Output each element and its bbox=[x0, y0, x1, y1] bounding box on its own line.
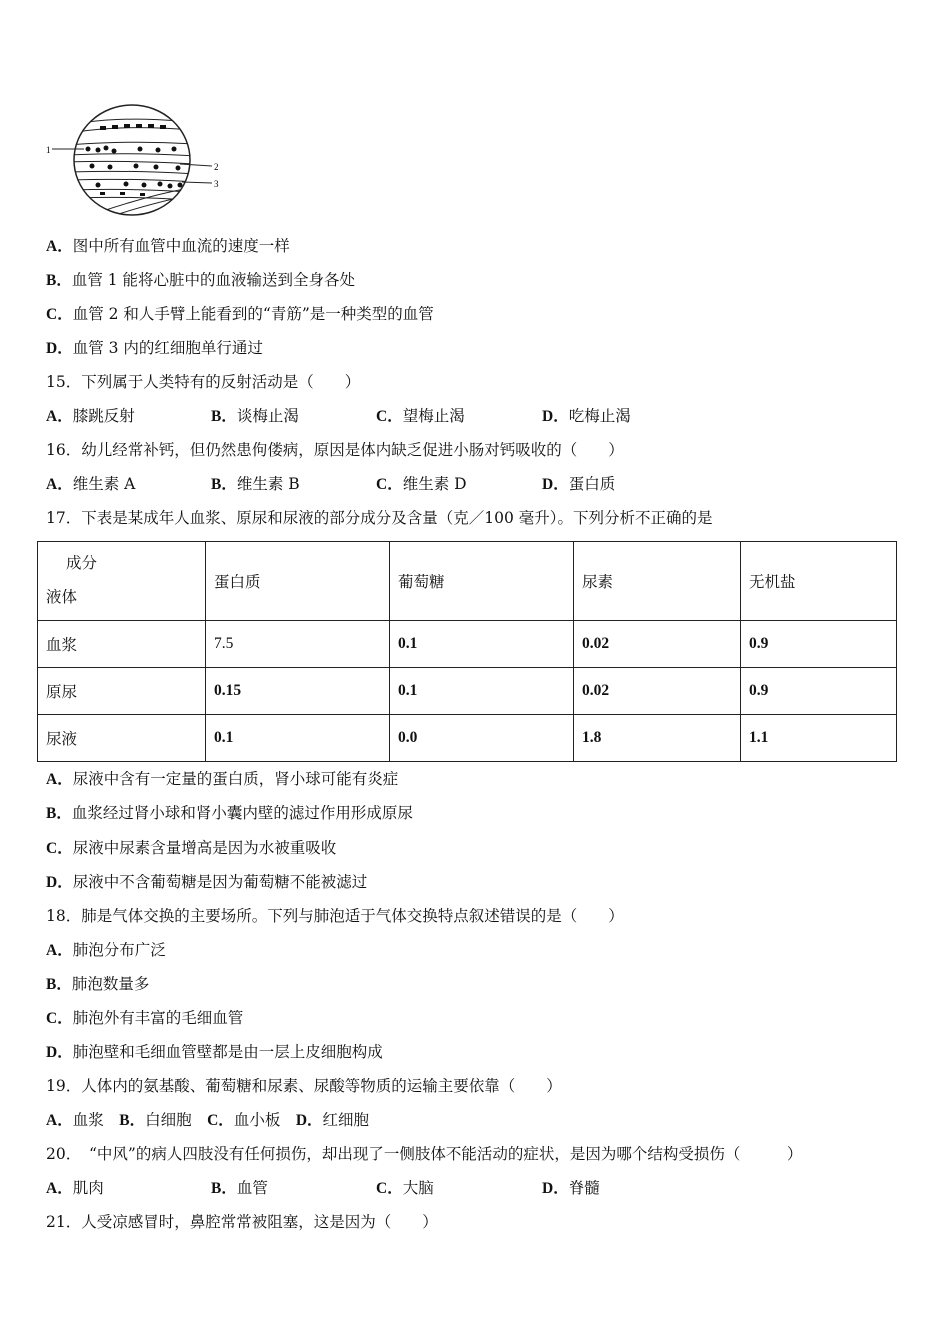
q14-option-b bbox=[46, 270, 355, 291]
row-name: 尿液 bbox=[38, 715, 206, 762]
option-text: 望梅止渴 bbox=[402, 407, 465, 425]
blood-vessel-figure bbox=[40, 100, 230, 225]
figure-label-1: 1 bbox=[46, 145, 51, 155]
q14-option-a bbox=[46, 236, 290, 257]
q18-option-a bbox=[46, 940, 166, 961]
q17-table bbox=[37, 541, 897, 762]
option-text: 尿液中含有一定量的蛋白质，肾小球可能有炎症 bbox=[72, 770, 399, 788]
option-text: 维生素 B bbox=[236, 475, 300, 493]
table-row bbox=[38, 621, 897, 668]
option-letter: B． bbox=[46, 272, 72, 289]
q20-stem: 20． “中风”的病人四肢没有任何损伤，却出现了一侧肢体不能活动的症状，是因为哪个结构受损伤（ ） bbox=[46, 1145, 803, 1163]
table-cell: 0.0 bbox=[390, 715, 574, 762]
table-cell: 1.1 bbox=[741, 715, 897, 762]
table-cell: 0.9 bbox=[741, 621, 897, 668]
option-text: 维生素 A bbox=[72, 475, 136, 493]
option-letter: D． bbox=[542, 476, 569, 493]
q19-options bbox=[46, 1110, 369, 1131]
q15-stem: 15．下列属于人类特有的反射活动是（ ） bbox=[46, 373, 361, 391]
row-name: 原尿 bbox=[38, 668, 206, 715]
option-letter: C． bbox=[46, 306, 73, 323]
table-cell: 0.9 bbox=[741, 668, 897, 715]
option-letter: A． bbox=[46, 238, 73, 255]
q17-stem: 17．下表是某成年人血浆、原尿和尿液的部分成分及含量（克／100 毫升）。下列分析不正确的是 bbox=[46, 509, 713, 527]
option-text: 血管 3 内的红细胞单行通过 bbox=[72, 339, 263, 357]
q18-option-d bbox=[46, 1042, 383, 1063]
q14-option-c bbox=[46, 304, 434, 325]
option-text: 蛋白质 bbox=[568, 475, 616, 493]
option-letter: B． bbox=[46, 805, 72, 822]
option-letter: C． bbox=[207, 1112, 234, 1129]
option-letter: B． bbox=[119, 1112, 146, 1129]
option-letter: A． bbox=[46, 771, 73, 788]
column-header: 蛋白质 bbox=[206, 542, 390, 621]
option-letter: D． bbox=[542, 408, 569, 425]
column-header: 尿素 bbox=[574, 542, 741, 621]
q16-stem: 16．幼儿经常补钙，但仍然患佝偻病，原因是体内缺乏促进小肠对钙吸收的（ ） bbox=[46, 441, 624, 459]
option-text: 膝跳反射 bbox=[72, 407, 135, 425]
option-text: 大脑 bbox=[402, 1179, 434, 1197]
table-cell: 1.8 bbox=[574, 715, 741, 762]
option-letter: A． bbox=[46, 476, 73, 493]
q17-option-c bbox=[46, 838, 336, 859]
table-header-row bbox=[38, 542, 897, 621]
option-text: 血浆经过肾小球和肾小囊内壁的滤过作用形成原尿 bbox=[71, 804, 413, 822]
q17-option-b bbox=[46, 803, 413, 824]
option-text: 吃梅止渴 bbox=[568, 407, 631, 425]
q19-stem: 19．人体内的氨基酸、葡萄糖和尿素、尿酸等物质的运输主要依靠（ ） bbox=[46, 1077, 562, 1095]
option-letter: B． bbox=[211, 476, 237, 493]
q17-option-d bbox=[46, 872, 367, 893]
option-letter: C． bbox=[46, 840, 73, 857]
option-letter: C． bbox=[376, 408, 403, 425]
q18-option-b bbox=[46, 974, 149, 995]
option-text: 肌肉 bbox=[72, 1179, 104, 1197]
option-text: 肺泡分布广泛 bbox=[72, 941, 166, 959]
table-cell: 0.1 bbox=[206, 715, 390, 762]
q18-stem: 18．肺是气体交换的主要场所。下列与肺泡适于气体交换特点叙述错误的是（ ） bbox=[46, 907, 624, 925]
figure-label-2: 2 bbox=[214, 162, 219, 172]
option-letter: D． bbox=[46, 1044, 73, 1061]
option-text: 红细胞 bbox=[322, 1111, 370, 1129]
option-text: 血管 bbox=[236, 1179, 268, 1197]
option-text: 血管 1 能将心脏中的血液输送到全身各处 bbox=[71, 271, 356, 289]
column-header: 无机盐 bbox=[741, 542, 897, 621]
q21-stem: 21．人受凉感冒时，鼻腔常常被阻塞，这是因为（ ） bbox=[46, 1213, 438, 1231]
option-text: 血浆 bbox=[72, 1111, 104, 1129]
table-cell: 0.02 bbox=[574, 668, 741, 715]
table-corner-cell bbox=[38, 542, 206, 621]
option-letter: D． bbox=[46, 340, 73, 357]
option-letter: C． bbox=[46, 1010, 73, 1027]
option-text: 血管 2 和人手臂上能看到的“青筋”是一种类型的血管 bbox=[72, 305, 434, 323]
option-letter: B． bbox=[211, 408, 237, 425]
option-text: 尿液中不含葡萄糖是因为葡萄糖不能被滤过 bbox=[72, 873, 368, 891]
option-text: 脊髓 bbox=[568, 1179, 600, 1197]
table-row bbox=[38, 715, 897, 762]
figure-label-3: 3 bbox=[214, 179, 219, 189]
option-text: 图中所有血管中血流的速度一样 bbox=[72, 237, 290, 255]
option-text: 血小板 bbox=[233, 1111, 281, 1129]
option-letter: A． bbox=[46, 942, 73, 959]
table-row bbox=[38, 668, 897, 715]
option-text: 肺泡数量多 bbox=[71, 975, 150, 993]
option-letter: A． bbox=[46, 408, 73, 425]
row-name: 血浆 bbox=[38, 621, 206, 668]
option-text: 尿液中尿素含量增高是因为水被重吸收 bbox=[72, 839, 337, 857]
option-letter: B． bbox=[211, 1180, 237, 1197]
column-header: 葡萄糖 bbox=[390, 542, 574, 621]
table-cell: 0.15 bbox=[206, 668, 390, 715]
corner-top-label: 成分 bbox=[66, 554, 98, 572]
q17-option-a bbox=[46, 769, 398, 790]
option-letter: C． bbox=[376, 476, 403, 493]
option-letter: C． bbox=[376, 1180, 403, 1197]
option-letter: D． bbox=[542, 1180, 569, 1197]
option-text: 谈梅止渴 bbox=[236, 407, 299, 425]
corner-bottom-label: 液体 bbox=[46, 588, 78, 606]
option-letter: D． bbox=[295, 1112, 323, 1129]
option-text: 肺泡外有丰富的毛细血管 bbox=[72, 1009, 244, 1027]
table-cell: 0.02 bbox=[574, 621, 741, 668]
option-letter: A． bbox=[46, 1112, 73, 1129]
option-letter: D． bbox=[46, 874, 73, 891]
option-text: 维生素 D bbox=[402, 475, 467, 493]
option-text: 肺泡壁和毛细血管壁都是由一层上皮细胞构成 bbox=[72, 1043, 383, 1061]
q14-option-d bbox=[46, 338, 263, 359]
option-letter: B． bbox=[46, 976, 72, 993]
option-letter: A． bbox=[46, 1180, 73, 1197]
table-cell: 0.1 bbox=[390, 621, 574, 668]
option-text: 白细胞 bbox=[145, 1111, 192, 1129]
table-cell: 0.1 bbox=[390, 668, 574, 715]
table-cell: 7.5 bbox=[206, 621, 390, 668]
q18-option-c bbox=[46, 1008, 243, 1029]
